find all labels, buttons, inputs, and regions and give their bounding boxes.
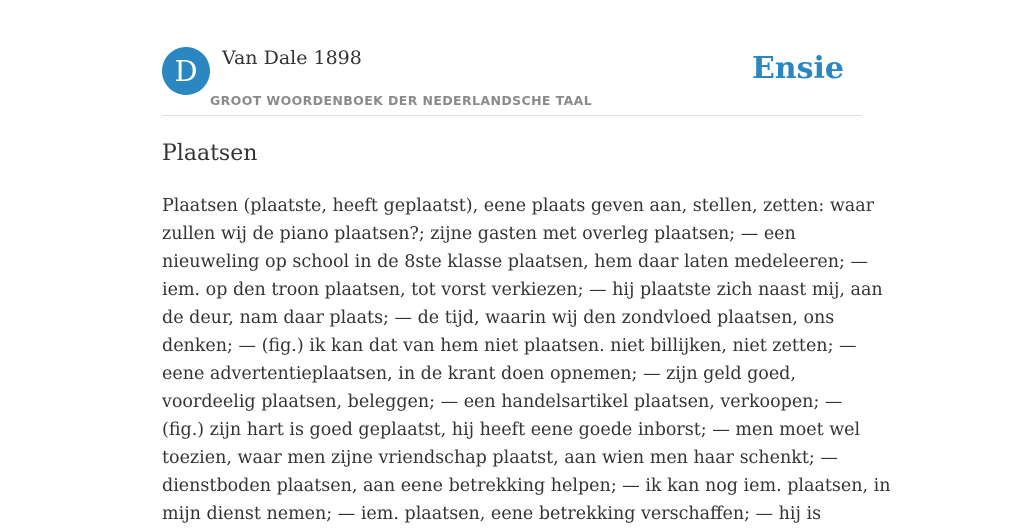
source-subtitle: GROOT WOORDENBOEK DER NEDERLANDSCHE TAAL xyxy=(210,93,593,108)
entry-line: denken; — (fig.) ik kan dat van hem niet plaatsen. niet billijken, niet zetten; — xyxy=(162,336,857,356)
source-title-link[interactable]: Van Dale 1898 xyxy=(222,47,362,69)
entry-line: dienstboden plaatsen, aan eene betrekking helpen; — ik kan nog iem. plaatsen, in xyxy=(162,476,891,496)
entry-line: nieuweling op school in de 8ste klasse plaatsen, hem daar laten medeleeren; — xyxy=(162,252,869,272)
ensie-logo-link[interactable]: Ensie xyxy=(751,51,844,86)
entry-line: mijn dienst nemen; — iem. plaatsen, eene betrekking verschaffen; — hij is xyxy=(162,504,822,524)
header-divider xyxy=(162,115,862,116)
entry-line: iem. op den troon plaatsen, tot vorst verkiezen; — hij plaatste zich naast mij, aan xyxy=(162,280,883,300)
entry-line: zullen wij de piano plaatsen?; zijne gasten met overleg plaatsen; — een xyxy=(162,224,796,244)
entry-line: (fig.) zijn hart is goed geplaatst, hij heeft eene goede inborst; — men moet wel xyxy=(162,420,861,440)
entry-line: eene advertentieplaatsen, in de krant doen opnemen; — zijn geld goed, xyxy=(162,364,796,384)
entry-title: Plaatsen xyxy=(162,141,258,166)
entry-line: de deur, nam daar plaats; — de tijd, waarin wij den zondvloed plaatsen, ons xyxy=(162,308,835,328)
source-avatar: D xyxy=(162,47,210,95)
entry-body xyxy=(162,192,891,528)
entry-line: toezien, waar men zijne vriendschap plaatst, aan wien men haar schenkt; — xyxy=(162,448,838,468)
source-header xyxy=(162,46,862,116)
entry-line: Plaatsen (plaatste, heeft geplaatst), eene plaats geven aan, stellen, zetten: waar xyxy=(162,196,875,216)
entry-line: voordeelig plaatsen, beleggen; — een handelsartikel plaatsen, verkoopen; — xyxy=(162,392,843,412)
